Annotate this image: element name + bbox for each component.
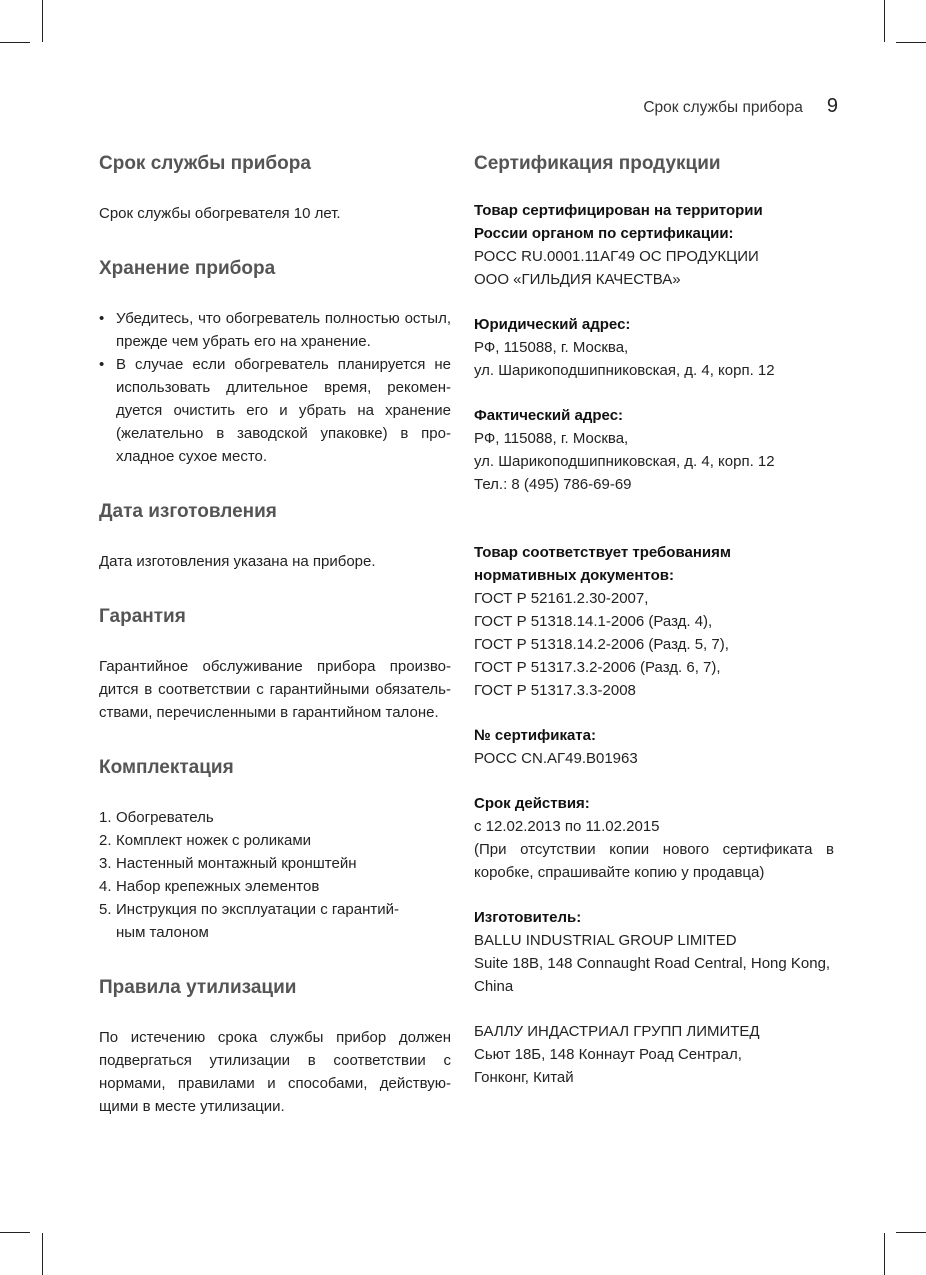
validity-label: Срок действия: <box>474 795 590 812</box>
standard-item: ГОСТ Р 51318.14.2-2006 (Разд. 5, 7), <box>474 636 729 653</box>
list-item: 5. Инструкция по эксплуатации с гарантий-ным талоном <box>99 901 399 941</box>
list-item: 1. Обогреватель <box>99 809 214 826</box>
section-heading: Дата изготовления <box>99 501 277 522</box>
validity-block <box>474 792 834 884</box>
list-item: 3. Настенный монтажный кронштейн <box>99 855 357 872</box>
list-item: 2. Комплект ножек с роликами <box>99 832 312 849</box>
standard-item: ГОСТ Р 51317.3.2-2006 (Разд. 6, 7), <box>474 659 721 676</box>
standards-label: Товар соответствует требованиям <box>474 544 731 561</box>
section-heading: Срок службы прибора <box>99 153 311 174</box>
manufacturer-name-en: BALLU INDUSTRIAL GROUP LIMITED <box>474 932 737 949</box>
validity-dates: с 12.02.2013 по 11.02.2015 <box>474 818 660 835</box>
warranty-text: Гарантийное обслуживание прибора произво-дится в соответствии с гарантийными обязатель-ствами, перечисленными в гарантийном талоне. <box>99 658 451 721</box>
package-section <box>99 756 451 944</box>
disposal-section <box>99 976 451 1118</box>
crop-mark <box>42 0 43 42</box>
address-line: РФ, 115088, г. Москва, <box>474 430 629 447</box>
certified-body: РОСС RU.0001.11АГ49 ОС ПРОДУКЦИИ <box>474 248 759 265</box>
manufacture-date-text: Дата изготовления указана на приборе. <box>99 553 376 570</box>
section-heading: Сертификация продукции <box>474 153 721 174</box>
phone: Тел.: 8 (495) 786-69-69 <box>474 476 632 493</box>
storage-list <box>99 307 451 468</box>
crop-mark <box>884 1233 885 1275</box>
manufacturer-name-ru: БАЛЛУ ИНДАСТРИАЛ ГРУПП ЛИМИТЕД <box>474 1023 760 1040</box>
warranty-section <box>99 605 451 724</box>
crop-mark <box>884 0 885 42</box>
crop-mark <box>896 42 926 43</box>
validity-note: (При отсутствии копии нового сертификата в коробке, спрашивайте копию у продавца) <box>474 841 834 881</box>
legal-address-block <box>474 313 834 382</box>
certificate-label: № сертификата: <box>474 727 596 744</box>
bullet-icon: • <box>99 310 105 327</box>
list-item: • В случае если обогреватель планируется не использовать длительное время, рекомен-дуется очистить его и убрать на хранение (желательно в заводской упаковке) в про-хладное сухое место. <box>99 353 451 468</box>
manufacturer-address-en: Suite 18B, 148 Connaught Road Central, Hong Kong, China <box>474 955 831 995</box>
manufacturer-address-ru: Гонконг, Китай <box>474 1069 574 1086</box>
right-column <box>474 152 834 1111</box>
standards-label: нормативных документов: <box>474 567 674 584</box>
crop-mark <box>896 1232 926 1233</box>
page-header <box>643 95 838 118</box>
spacer <box>474 998 834 1020</box>
certified-company: ООО «ГИЛЬДИЯ КАЧЕСТВА» <box>474 271 681 288</box>
address-line: ул. Шарикоподшипниковская, д. 4, корп. 12 <box>474 453 775 470</box>
section-heading: Комплектация <box>99 757 234 778</box>
list-item: • Убедитесь, что обогреватель полностью остыл, прежде чем убрать его на хранение. <box>99 307 451 353</box>
legal-address-label: Юридический адрес: <box>474 316 631 333</box>
standard-item: ГОСТ Р 51318.14.1-2006 (Разд. 4), <box>474 613 713 630</box>
certified-label: Товар сертифицирован на территории <box>474 202 763 219</box>
certificate-block <box>474 724 834 770</box>
certified-block <box>474 199 834 291</box>
running-title: Срок службы прибора <box>643 99 803 116</box>
crop-mark <box>42 1233 43 1275</box>
crop-mark <box>0 42 30 43</box>
standards-block <box>474 541 834 702</box>
service-life-section <box>99 152 451 225</box>
service-life-text: Срок службы обогревателя 10 лет. <box>99 205 341 222</box>
storage-section <box>99 257 451 468</box>
certified-label: России органом по сертификации: <box>474 225 734 242</box>
standard-item: ГОСТ Р 51317.3.3-2008 <box>474 682 636 699</box>
section-heading: Хранение прибора <box>99 258 276 279</box>
bullet-icon: • <box>99 356 105 373</box>
standard-item: ГОСТ Р 52161.2.30-2007, <box>474 590 649 607</box>
manufacture-date-section <box>99 500 451 573</box>
manufacturer-block <box>474 906 834 1089</box>
page-number: 9 <box>826 95 838 117</box>
left-column <box>99 152 451 1150</box>
crop-mark <box>0 1232 30 1233</box>
actual-address-label: Фактический адрес: <box>474 407 624 424</box>
manufacturer-label: Изготовитель: <box>474 909 582 926</box>
disposal-text: По истечению срока службы прибор должен подвергаться утилизации в соответствии с нормами, правилами и способами, действую-щими в месте утилизации. <box>99 1029 451 1115</box>
package-list <box>99 806 451 944</box>
actual-address-block <box>474 404 834 496</box>
address-line: РФ, 115088, г. Москва, <box>474 339 629 356</box>
address-line: ул. Шарикоподшипниковская, д. 4, корп. 12 <box>474 362 775 379</box>
list-item: 4. Набор крепежных элементов <box>99 878 320 895</box>
section-heading: Гарантия <box>99 606 186 627</box>
manufacturer-address-ru: Сьют 18Б, 148 Коннаут Роад Сентрал, <box>474 1046 742 1063</box>
section-heading: Правила утилизации <box>99 977 297 998</box>
certificate-number: РОСС CN.АГ49.В01963 <box>474 750 638 767</box>
